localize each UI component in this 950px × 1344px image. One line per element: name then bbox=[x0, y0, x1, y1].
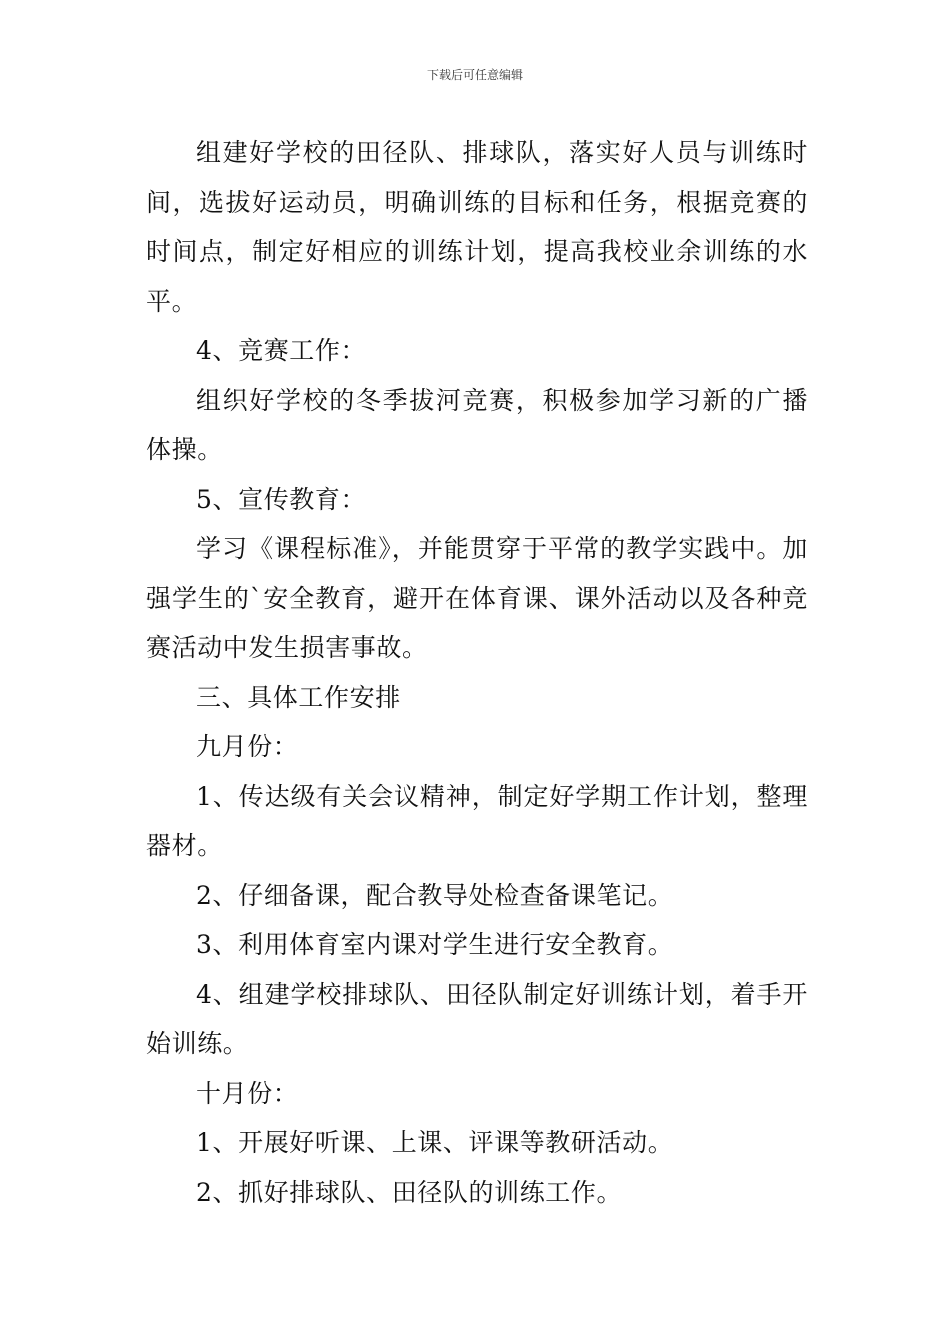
section-heading: 三、具体工作安排 bbox=[196, 682, 401, 712]
list-item: 1、传达级有关会议精神，制定好学期工作计划，整理器材。 bbox=[146, 781, 808, 860]
month-heading: 九月份： bbox=[196, 732, 299, 761]
list-item: 3、利用体育室内课对学生进行安全教育。 bbox=[196, 930, 674, 959]
page-header: 下载后可任意编辑 bbox=[426, 68, 523, 82]
section-heading: 4、竞赛工作： bbox=[196, 336, 367, 365]
paragraph: 组织好学校的冬季拔河竞赛，积极参加学习新的广播体操。 bbox=[146, 385, 808, 464]
document-body bbox=[146, 128, 808, 1217]
paragraph: 学习《课程标准》，并能贯穿于平常的教学实践中。加强学生的`安全教育，避开在体育课、课外活动以及各种竞赛活动中发生损害事故。 bbox=[146, 534, 808, 662]
section-heading: 5、宣传教育： bbox=[196, 484, 367, 514]
list-item: 2、抓好排球队、田径队的训练工作。 bbox=[196, 1177, 623, 1207]
paragraph: 组建好学校的田径队、排球队，落实好人员与训练时间，选拔好运动员，明确训练的目标和任务，根据竞赛的时间点，制定好相应的训练计划，提高我校业余训练的水平。 bbox=[146, 138, 808, 316]
list-item: 4、组建学校排球队、田径队制定好训练计划，着手开始训练。 bbox=[146, 979, 808, 1058]
list-item: 1、开展好听课、上课、评课等教研活动。 bbox=[196, 1128, 674, 1157]
list-item: 2、仔细备课，配合教导处检查备课笔记。 bbox=[196, 880, 674, 910]
month-heading: 十月份： bbox=[196, 1078, 299, 1108]
